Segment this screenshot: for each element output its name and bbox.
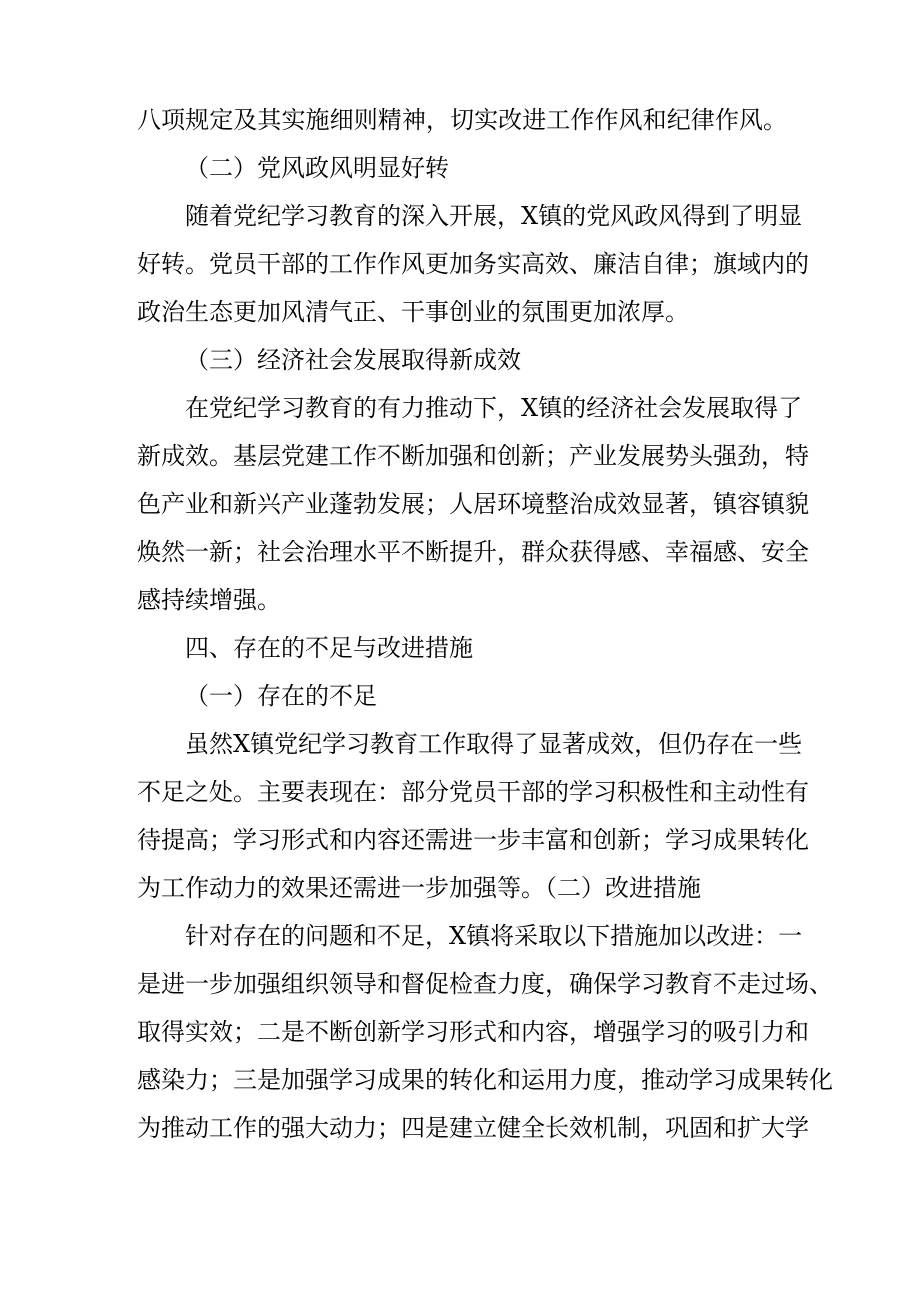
- body-text-line: 焕然一新；社会治理水平不断提升，群众获得感、幸福感、安全: [137, 538, 809, 566]
- section-heading: （三）经济社会发展取得新成效: [185, 346, 521, 374]
- body-text-line: 待提高；学习形式和内容还需进一步丰富和创新；学习成果转化: [137, 826, 809, 854]
- body-text-line: 感染力；三是加强学习成果的转化和运用力度，推动学习成果转化: [137, 1066, 833, 1094]
- body-text-line: 为推动工作的强大动力；四是建立健全长效机制，巩固和扩大学: [137, 1114, 809, 1142]
- body-text-line: 色产业和新兴产业蓬勃发展；人居环境整治成效显著，镇容镇貌: [137, 490, 809, 518]
- paragraph-first-line: 在党纪学习教育的有力推动下，X镇的经济社会发展取得了: [185, 394, 803, 422]
- body-text-line: 为工作动力的效果还需进一步加强等。（二）改进措施: [137, 874, 701, 902]
- body-text-line: 不足之处。主要表现在：部分党员干部的学习积极性和主动性有: [137, 778, 809, 806]
- section-heading: （一）存在的不足: [185, 682, 377, 710]
- body-text-line: 取得实效；二是不断创新学习形式和内容，增强学习的吸引力和: [137, 1018, 809, 1046]
- paragraph-first-line: 虽然X镇党纪学习教育工作取得了显著成效，但仍存在一些: [185, 730, 803, 758]
- body-text-line: 感持续增强。: [137, 586, 281, 614]
- chapter-heading: 四、存在的不足与改进措施: [185, 634, 473, 662]
- paragraph-first-line: 随着党纪学习教育的深入开展，X镇的党风政风得到了明显: [185, 202, 803, 230]
- body-text-line: 好转。党员干部的工作作风更加务实高效、廉洁自律；旗域内的: [137, 250, 809, 278]
- body-text-line: 政治生态更加风清气正、干事创业的氛围更加浓厚。: [137, 298, 689, 326]
- body-text-line: 是进一步加强组织领导和督促检查力度，确保学习教育不走过场、: [137, 970, 833, 998]
- body-text-line: 八项规定及其实施细则精神，切实改进工作作风和纪律作风。: [137, 106, 787, 134]
- paragraph-first-line: 针对存在的问题和不足，X镇将采取以下措施加以改进：一: [185, 922, 803, 950]
- section-heading: （二）党风政风明显好转: [185, 154, 449, 182]
- body-text-line: 新成效。基层党建工作不断加强和创新；产业发展势头强劲，特: [137, 442, 809, 470]
